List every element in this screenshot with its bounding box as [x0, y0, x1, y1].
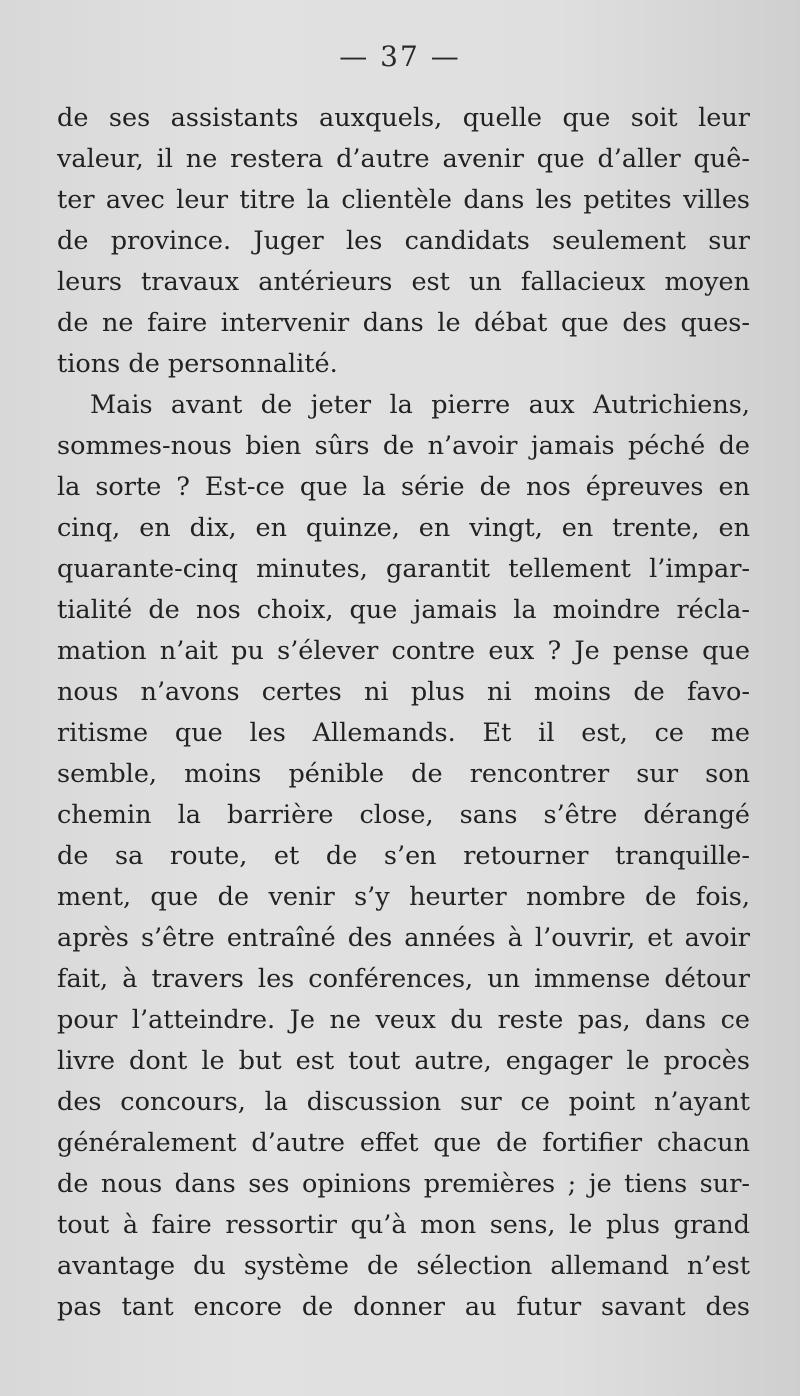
text-line: de province. Juger les candidats seulement sur: [57, 226, 750, 256]
text-line: valeur, il ne restera d’autre avenir que d’aller quê-: [57, 144, 750, 174]
text-line: cinq, en dix, en quinze, en vingt, en trente, en: [57, 513, 750, 543]
text-line: chemin la barrière close, sans s’être dérangé: [57, 800, 750, 830]
text-line: de sa route, et de s’en retourner tranquille-: [57, 841, 750, 871]
text-line: fait, à travers les conférences, un immense détour: [57, 964, 750, 994]
text-line: leurs travaux antérieurs est un fallacieux moyen: [57, 267, 750, 297]
text-line: ritisme que les Allemands. Et il est, ce me: [57, 718, 750, 748]
text-line: pas tant encore de donner au futur savant des: [57, 1292, 750, 1322]
text-line: quarante-cinq minutes, garantit tellement l’impar-: [57, 554, 750, 584]
text-line: semble, moins pénible de rencontrer sur son: [57, 759, 750, 789]
text-line: tions de personnalité.: [57, 349, 338, 379]
text-line: pour l’atteindre. Je ne veux du reste pas, dans ce: [57, 1005, 750, 1035]
text-line: de ses assistants auxquels, quelle que soit leur: [57, 103, 750, 133]
text-line: la sorte ? Est-ce que la série de nos épreuves en: [57, 472, 750, 502]
text-line: tout à faire ressortir qu’à mon sens, le plus grand: [57, 1210, 750, 1240]
body-text: [57, 98, 750, 1328]
text-line: ment, que de venir s’y heurter nombre de fois,: [57, 882, 750, 912]
text-line: Mais avant de jeter la pierre aux Autrichiens,: [90, 390, 750, 420]
text-line: généralement d’autre effet que de fortifier chacun: [57, 1128, 750, 1158]
page-number: — 37 —: [339, 40, 461, 73]
text-line: après s’être entraîné des années à l’ouvrir, et avoir: [57, 923, 750, 953]
text-line: des concours, la discussion sur ce point n’ayant: [57, 1087, 750, 1117]
text-line: livre dont le but est tout autre, engager le procès: [57, 1046, 750, 1076]
text-line: nous n’avons certes ni plus ni moins de favo-: [57, 677, 750, 707]
text-line: avantage du système de sélection allemand n’est: [57, 1251, 750, 1281]
text-line: de ne faire intervenir dans le débat que des ques-: [57, 308, 750, 338]
text-line: ter avec leur titre la clientèle dans les petites villes: [57, 185, 750, 215]
text-line: de nous dans ses opinions premières ; je tiens sur-: [57, 1169, 750, 1199]
text-line: tialité de nos choix, que jamais la moindre récla-: [57, 595, 750, 625]
text-line: sommes-nous bien sûrs de n’avoir jamais péché de: [57, 431, 750, 461]
text-line: mation n’ait pu s’élever contre eux ? Je pense que: [57, 636, 750, 666]
